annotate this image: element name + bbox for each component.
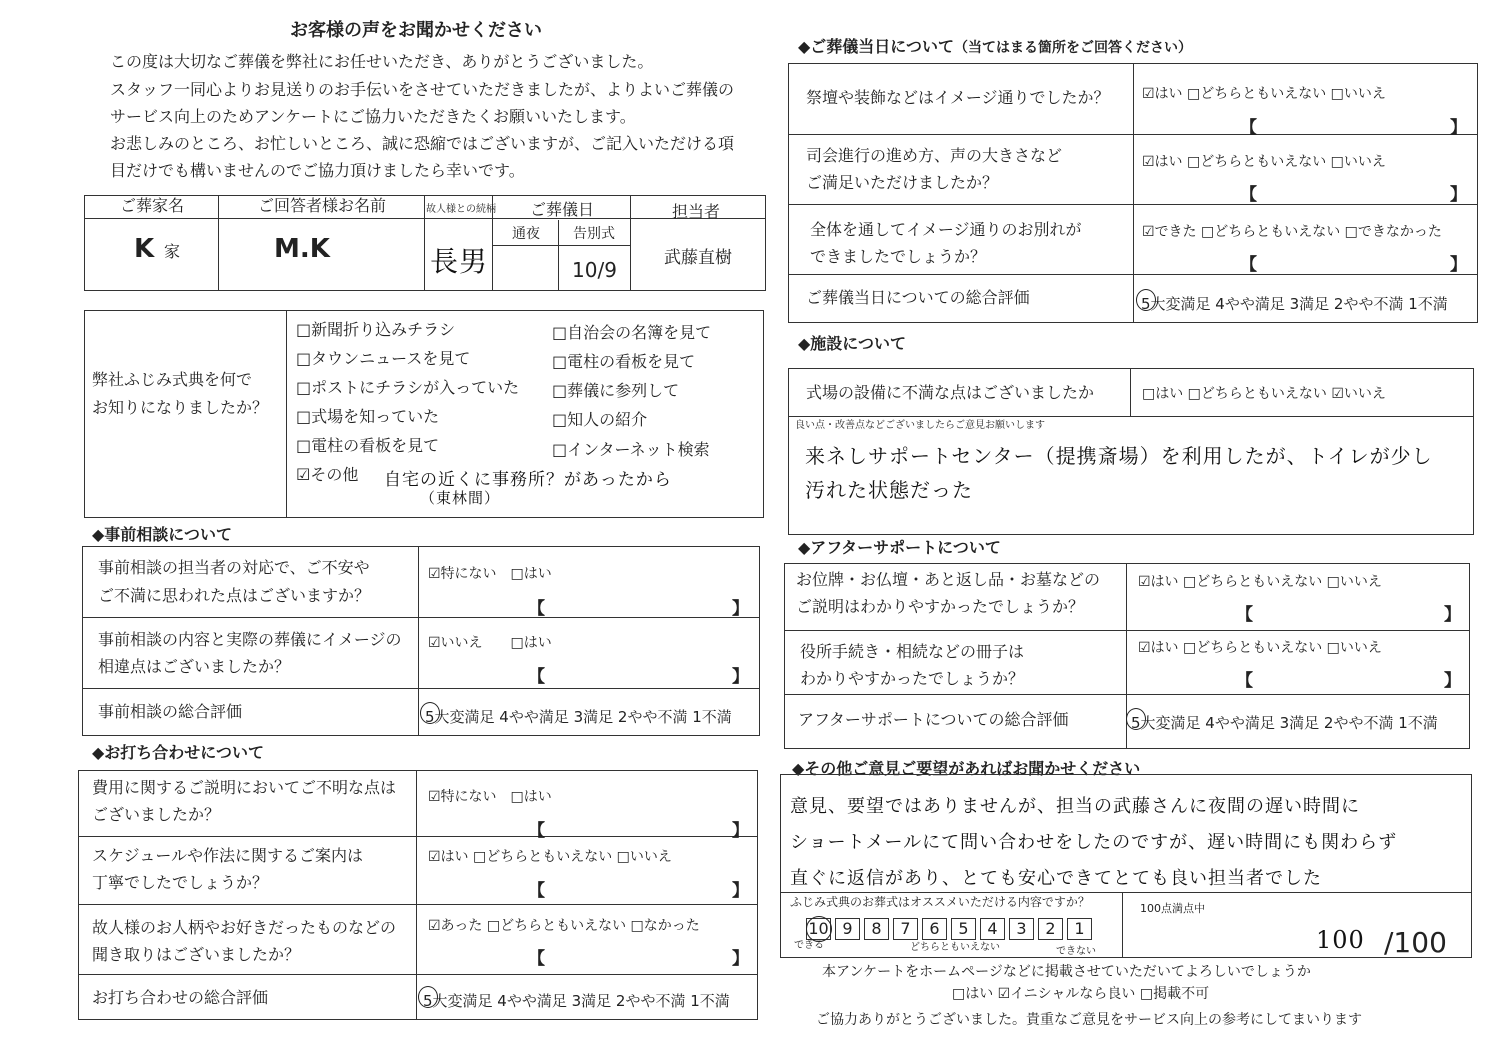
- bracket-open: 【: [1236, 671, 1253, 691]
- day-q4: ご葬儀当日についての総合評価: [806, 288, 1030, 307]
- source-other-handwriting: （東林間）: [420, 489, 501, 507]
- intro-line: この度は大切なご葬儀を弊社にお任せいただき、ありがとうございました。: [110, 52, 654, 71]
- meeting-q1: 費用に関するご説明においてご不明な点は: [92, 778, 397, 797]
- source-question: お知りになりましたか？: [92, 398, 269, 417]
- meeting-q4: お打ち合わせの総合評価: [92, 988, 269, 1007]
- day-q2-options[interactable]: ☑はい □どちらともいえない □いいえ: [1142, 154, 1386, 170]
- relation-value: 長男: [430, 245, 489, 278]
- bracket-close: 】: [1444, 671, 1461, 691]
- tsuya-label: 通夜: [512, 226, 540, 242]
- bracket-open: 【: [528, 821, 545, 841]
- recommend-score-box[interactable]: 2: [1038, 918, 1063, 940]
- pre-consult-q1: ご不満に思われた点はございますか？: [98, 586, 371, 605]
- recommend-score-box[interactable]: 8: [864, 918, 889, 940]
- bracket-close: 】: [732, 821, 749, 841]
- recommend-score-box[interactable]: 4: [980, 918, 1005, 940]
- staff-label: 担当者: [672, 202, 721, 221]
- after-q2-options[interactable]: ☑はい □どちらともいえない □いいえ: [1138, 640, 1382, 656]
- kokubetsu-label: 告別式: [573, 226, 615, 242]
- recommend-score-box[interactable]: 10: [806, 918, 831, 940]
- day-q1: 祭壇や装飾などはイメージ通りでしたか？: [806, 88, 1110, 107]
- source-other-handwriting: 自宅の近くに事務所？があったから: [384, 470, 672, 490]
- score-label: 100点満点中: [1140, 902, 1205, 915]
- pre-consult-q2: 相違点はございましたか？: [98, 657, 291, 676]
- after-q2: わかりやすかったでしょうか？: [800, 669, 1025, 688]
- bracket-close: 】: [1450, 118, 1467, 138]
- pre-consult-q1: 事前相談の担当者の対応で、ご不安や: [98, 558, 370, 577]
- recommend-score-box[interactable]: 1: [1067, 918, 1092, 940]
- after-q3: アフターサポートについての総合評価: [798, 710, 1069, 729]
- section-heading-other: ◆その他ご意見ご要望があればお聞かせください: [792, 759, 1141, 778]
- source-option[interactable]: □タウンニュースを見て: [296, 349, 471, 368]
- recommend-circle: [806, 916, 832, 942]
- recommend-mid-label: どちらともいえない: [910, 942, 1000, 953]
- meeting-q2: スケジュールや作法に関するご案内は: [92, 846, 364, 865]
- intro-line: サービス向上のためアンケートにご協力いただきたくお願いいたします。: [110, 107, 636, 126]
- other-handwriting: 直ぐに返信があり、とても安心できてとても良い担当者でした: [790, 868, 1322, 889]
- intro-line: お悲しみのところ、お忙しいところ、誠に恐縮ではございますが、ご記入いただける項: [110, 134, 735, 153]
- info-table: [84, 195, 766, 291]
- heading-note: （当てはまる箇所をご回答ください）: [954, 40, 1192, 56]
- facility-q1-options[interactable]: □はい □どちらともいえない ☑いいえ: [1142, 386, 1386, 402]
- pre-consult-q3: 事前相談の総合評価: [98, 702, 243, 721]
- family-suffix: 家: [164, 242, 181, 261]
- after-q2: 役所手続き・相続などの冊子は: [800, 642, 1025, 661]
- source-question: 弊社ふじみ式典を何で: [92, 370, 253, 389]
- meeting-q1-options[interactable]: ☑特にない □はい: [428, 789, 552, 805]
- section-heading-meeting: ◆お打ち合わせについて: [92, 743, 264, 762]
- bracket-close: 】: [732, 599, 749, 619]
- after-q1: お位牌・お仏壇・あと返し品・お墓などの: [796, 570, 1101, 589]
- source-option-other[interactable]: ☑その他: [296, 465, 359, 484]
- bracket-open: 【: [1236, 605, 1253, 625]
- recommend-score-box[interactable]: 3: [1009, 918, 1034, 940]
- facility-handwriting: 来ネしサポートセンター（提携斎場）を利用したが、トイレが少し: [805, 444, 1433, 468]
- section-heading-funeral-day: [798, 34, 1192, 57]
- bracket-close: 】: [732, 949, 749, 969]
- day-q2: ご満足いただけましたか？: [806, 173, 999, 192]
- source-option[interactable]: □電柱の看板を見て: [296, 436, 440, 455]
- source-option[interactable]: □インターネット検索: [552, 440, 710, 459]
- after-q1-options[interactable]: ☑はい □どちらともいえない □いいえ: [1138, 574, 1382, 590]
- pre-consult-rating[interactable]: 5大変満足 4やや満足 3満足 2やや不満 1不満: [425, 708, 732, 726]
- survey-title: お客様の声をお聞かせください: [290, 20, 542, 41]
- publish-question: 本アンケートをホームページなどに掲載させていただいてよろしいでしょうか: [822, 964, 1311, 980]
- source-option[interactable]: □電柱の看板を見て: [552, 352, 696, 371]
- day-q3: できましたでしょうか？: [810, 247, 987, 266]
- thanks-message: ご協力ありがとうございました。貴重なご意見をサービス向上の参考にしてまいります: [816, 1012, 1362, 1028]
- family-name-value: K: [134, 234, 155, 264]
- recommend-right-label: できない: [1056, 946, 1096, 957]
- recommend-score-box[interactable]: 7: [893, 918, 918, 940]
- pre-consult-q2-options[interactable]: ☑いいえ □はい: [428, 635, 552, 651]
- pre-consult-q2: 事前相談の内容と実際の葬儀にイメージの: [98, 630, 402, 649]
- meeting-q3-options[interactable]: ☑あった □どちらともいえない □なかった: [428, 918, 700, 934]
- meeting-q3: 聞き取りはございましたか？: [92, 945, 301, 964]
- section-heading-facility: ◆施設について: [798, 334, 906, 353]
- respondent-label: ご回答者様お名前: [258, 196, 387, 215]
- recommend-score-box[interactable]: 9: [835, 918, 860, 940]
- other-handwriting: 意見、要望ではありませんが、担当の武藤さんに夜間の遅い時間に: [790, 796, 1360, 817]
- bracket-close: 】: [1444, 605, 1461, 625]
- intro-line: 目だけでも構いませんのでご協力頂けましたら幸いです。: [110, 161, 525, 180]
- funeral-date-label: ご葬儀日: [530, 200, 595, 219]
- bracket-close: 】: [1450, 185, 1467, 205]
- bracket-open: 【: [528, 881, 545, 901]
- source-option[interactable]: □自治会の名簿を見て: [552, 323, 712, 342]
- day-q3: 全体を通してイメージ通りのお別れが: [810, 220, 1082, 239]
- after-q1: ご説明はわかりやすかったでしょうか？: [796, 597, 1085, 616]
- pre-consult-q1-options[interactable]: ☑特にない □はい: [428, 566, 552, 582]
- day-q1-options[interactable]: ☑はい □どちらともいえない □いいえ: [1142, 86, 1386, 102]
- heading-text: ◆ご葬儀当日について: [798, 37, 954, 56]
- facility-handwriting: 汚れた状態だった: [805, 478, 973, 502]
- bracket-open: 【: [1240, 118, 1257, 138]
- bracket-close: 】: [1450, 255, 1467, 275]
- source-option[interactable]: □新聞折り込みチラシ: [296, 320, 456, 339]
- score-total: /100: [1384, 926, 1447, 959]
- other-handwriting: ショートメールにて問い合わせをしたのですが、遅い時間にも関わらず: [790, 832, 1398, 853]
- score-handwriting: 100: [1316, 926, 1365, 954]
- meeting-q2: 丁寧でしたでしょうか？: [92, 873, 269, 892]
- bracket-close: 】: [732, 667, 749, 687]
- recommend-score-box[interactable]: 6: [922, 918, 947, 940]
- meeting-q1: ございましたか？: [92, 805, 221, 824]
- day-q3-options[interactable]: ☑できた □どちらともいえない □できなかった: [1142, 224, 1442, 240]
- recommend-left-label: できる: [794, 940, 824, 951]
- source-option[interactable]: □式場を知っていた: [296, 407, 440, 426]
- bracket-open: 【: [1240, 255, 1257, 275]
- section-heading-pre-consult: ◆事前相談について: [92, 525, 232, 544]
- family-name-label: ご葬家名: [120, 196, 185, 215]
- relation-label: 故人様との続柄: [426, 204, 496, 215]
- day-rating[interactable]: 5大変満足 4やや満足 3満足 2やや不満 1不満: [1141, 295, 1448, 313]
- recommend-question: ふじみ式典のお葬式はオススメいただける内容ですか？: [790, 895, 1090, 909]
- staff-value: 武藤直樹: [664, 248, 732, 268]
- source-option[interactable]: □知人の紹介: [552, 410, 648, 429]
- day-q2: 司会進行の進め方、声の大きさなど: [806, 146, 1063, 165]
- bracket-open: 【: [528, 949, 545, 969]
- intro-line: スタッフ一同心よりお見送りのお手伝いをさせていただきましたが、よりよいご葬儀の: [110, 80, 735, 99]
- meeting-q3: 故人様のお人柄やお好きだったものなどの: [92, 918, 397, 937]
- facility-q1: 式場の設備に不満な点はございましたか: [806, 383, 1095, 402]
- bracket-open: 【: [528, 599, 545, 619]
- respondent-value: M.K: [274, 234, 330, 264]
- recommend-score-box[interactable]: 5: [951, 918, 976, 940]
- section-heading-after-support: ◆アフターサポートについて: [798, 538, 1001, 557]
- publish-options[interactable]: □はい ☑イニシャルなら良い □掲載不可: [952, 986, 1210, 1002]
- source-option[interactable]: □ポストにチラシが入っていた: [296, 378, 520, 397]
- bracket-open: 【: [528, 667, 545, 687]
- bracket-open: 【: [1240, 185, 1257, 205]
- meeting-q2-options[interactable]: ☑はい □どちらともいえない □いいえ: [428, 849, 672, 865]
- kokubetsu-value: 10/9: [572, 258, 617, 282]
- after-rating[interactable]: 5大変満足 4やや満足 3満足 2やや不満 1不満: [1131, 714, 1438, 732]
- source-option[interactable]: □葬儀に参列して: [552, 381, 680, 400]
- meeting-rating[interactable]: 5大変満足 4やや満足 3満足 2やや不満 1不満: [423, 992, 730, 1010]
- bracket-close: 】: [732, 881, 749, 901]
- facility-note: 良い点・改善点などございましたらご意見お願いします: [795, 420, 1045, 431]
